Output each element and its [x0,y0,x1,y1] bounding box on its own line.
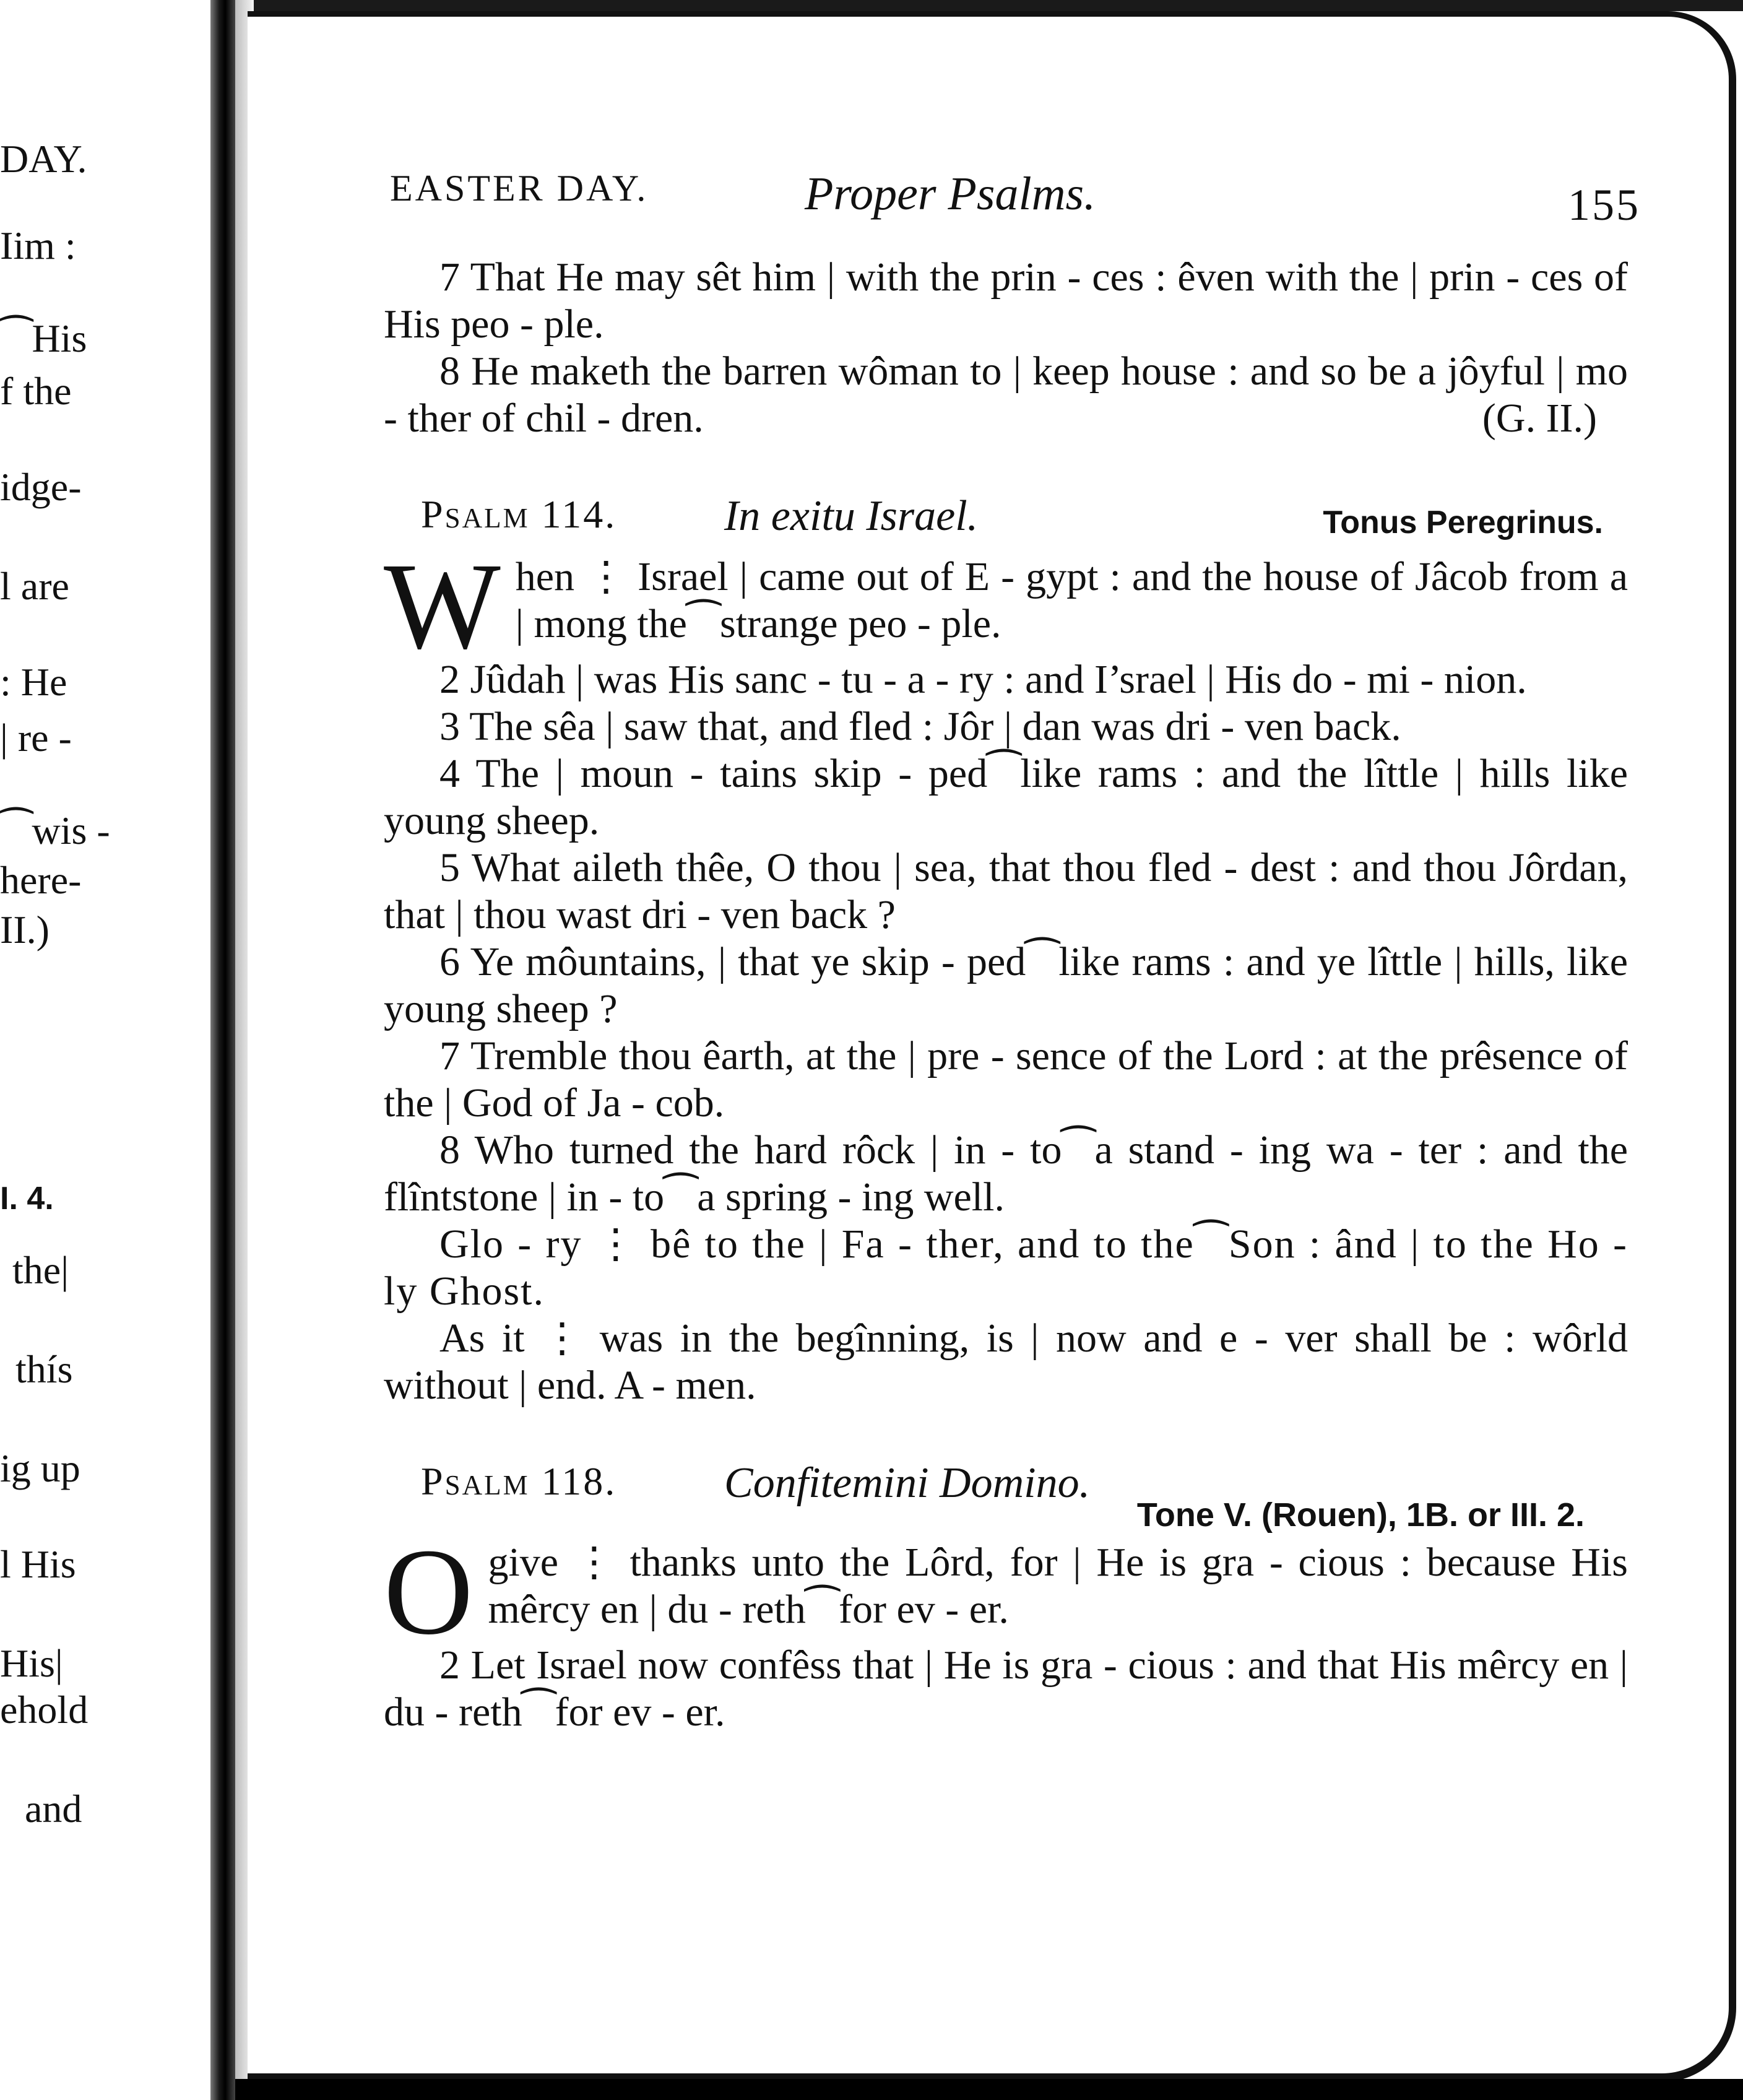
verse: 8 He maketh the barren wôman to | keep house : and so be a jôyful | mo - ther of chil - dren. [384,349,1628,441]
left-line: I. 4. [0,1181,54,1217]
left-line: : He [0,660,67,704]
left-line: Iim : [0,223,76,267]
left-line: thís [15,1347,73,1391]
running-header [371,155,1640,254]
verse: 3 The sêa | saw that, and fled : Jôr | dan was dri - ven back. [439,704,1401,749]
left-line: ig up [0,1446,80,1490]
scan-bottom-edge [235,2079,1743,2100]
psalm-title: Confitemini Domino. [724,1459,1091,1507]
left-line: ⁀His [0,316,87,360]
left-line: His| [0,1641,63,1685]
page-number: 155 [1568,180,1640,230]
left-line: l His [0,1542,76,1586]
left-line: ⁀wis - [0,809,110,853]
psalm-title: In exitu Israel. [724,492,979,540]
scan-top-edge [235,0,1743,11]
left-line: here- [0,858,82,902]
gloria-verse: As it ⋮ was in the begînning, is | now and e - ver shall be : wôrld without | end. A - men. [384,1316,1628,1408]
running-head: EASTER DAY. [390,168,649,209]
tone-note: (G. II.) [1482,396,1597,441]
facing-page-fragment [0,0,210,2100]
left-line: l are [0,564,69,608]
verse: 7 That He may sêt him | with the prin - ces : êven with the | prin - ces of His peo - ple. [384,254,1628,347]
psalm-number: Psalm 114. [421,492,617,536]
left-line: DAY. [0,137,87,181]
left-line: | re - [0,716,72,760]
verse: 4 The | moun - tains skip - ped⁀like rams : and the lîttle | hills like young sheep. [384,751,1628,843]
first-verse: hen ⋮ Israel | came out of E - gypt : and the house of Jâcob from a | mong the⁀strange peo - ple. [515,554,1628,646]
psalm-verse-block [371,1524,1628,1660]
left-line: ehold [0,1688,89,1732]
left-line: the| [12,1248,69,1292]
drop-capital: W [384,538,501,675]
psalm-heading [371,467,1628,553]
left-line: idge- [0,465,82,509]
section-title: Proper Psalms. [805,168,1096,220]
psalm-heading [371,1434,1628,1507]
left-line: f the [0,369,72,413]
book-gutter [210,0,235,2100]
drop-capital: O [384,1524,474,1660]
verse: 7 Tremble thou êarth, at the | pre - sence of the Lord : at the prêsence of the | God of Ja - cob. [384,1033,1628,1126]
left-line: II.) [0,908,50,952]
psalm-tone: Tonus Peregrinus. [1323,505,1603,540]
verse: 8 Who turned the hard rôck | in - to⁀a stand - ing wa - ter : and the flîntstone | in - to⁀a spring - ing well. [384,1127,1628,1220]
psalm-number: Psalm 118. [421,1459,617,1503]
verse: 2 Let Israel now confêss that | He is gra - cious : and that His mêrcy en | du - reth⁀for ev - er. [384,1642,1628,1735]
gloria-verse: Glo - ry ⋮ bê to the | Fa - ther, and to the⁀Son : ând | to the Ho - ly Ghost. [384,1221,1628,1314]
verse: 6 Ye môuntains, | that ye skip - ped⁀like rams : and ye lîttle | hills, like young sheep ? [384,939,1628,1031]
psalm-tone: Tone V. (Rouen), 1B. or III. 2. [1136,1496,1585,1534]
page-content [371,155,1640,1736]
first-verse: give ⋮ thanks unto the Lôrd, for | He is gra - cious : because His mêrcy en | du - reth⁀for ev - er. [488,1540,1628,1632]
left-line: and [25,1787,82,1831]
verse: 2 Jûdah | was His sanc - tu - a - ry : and I’srael | His do - mi - nion. [439,657,1527,702]
verse: 5 What aileth thêe, O thou | sea, that thou fled - dest : and thou Jôrdan, that | thou wast dri - ven back ? [384,845,1628,937]
psalm-verse-block [371,538,1628,675]
